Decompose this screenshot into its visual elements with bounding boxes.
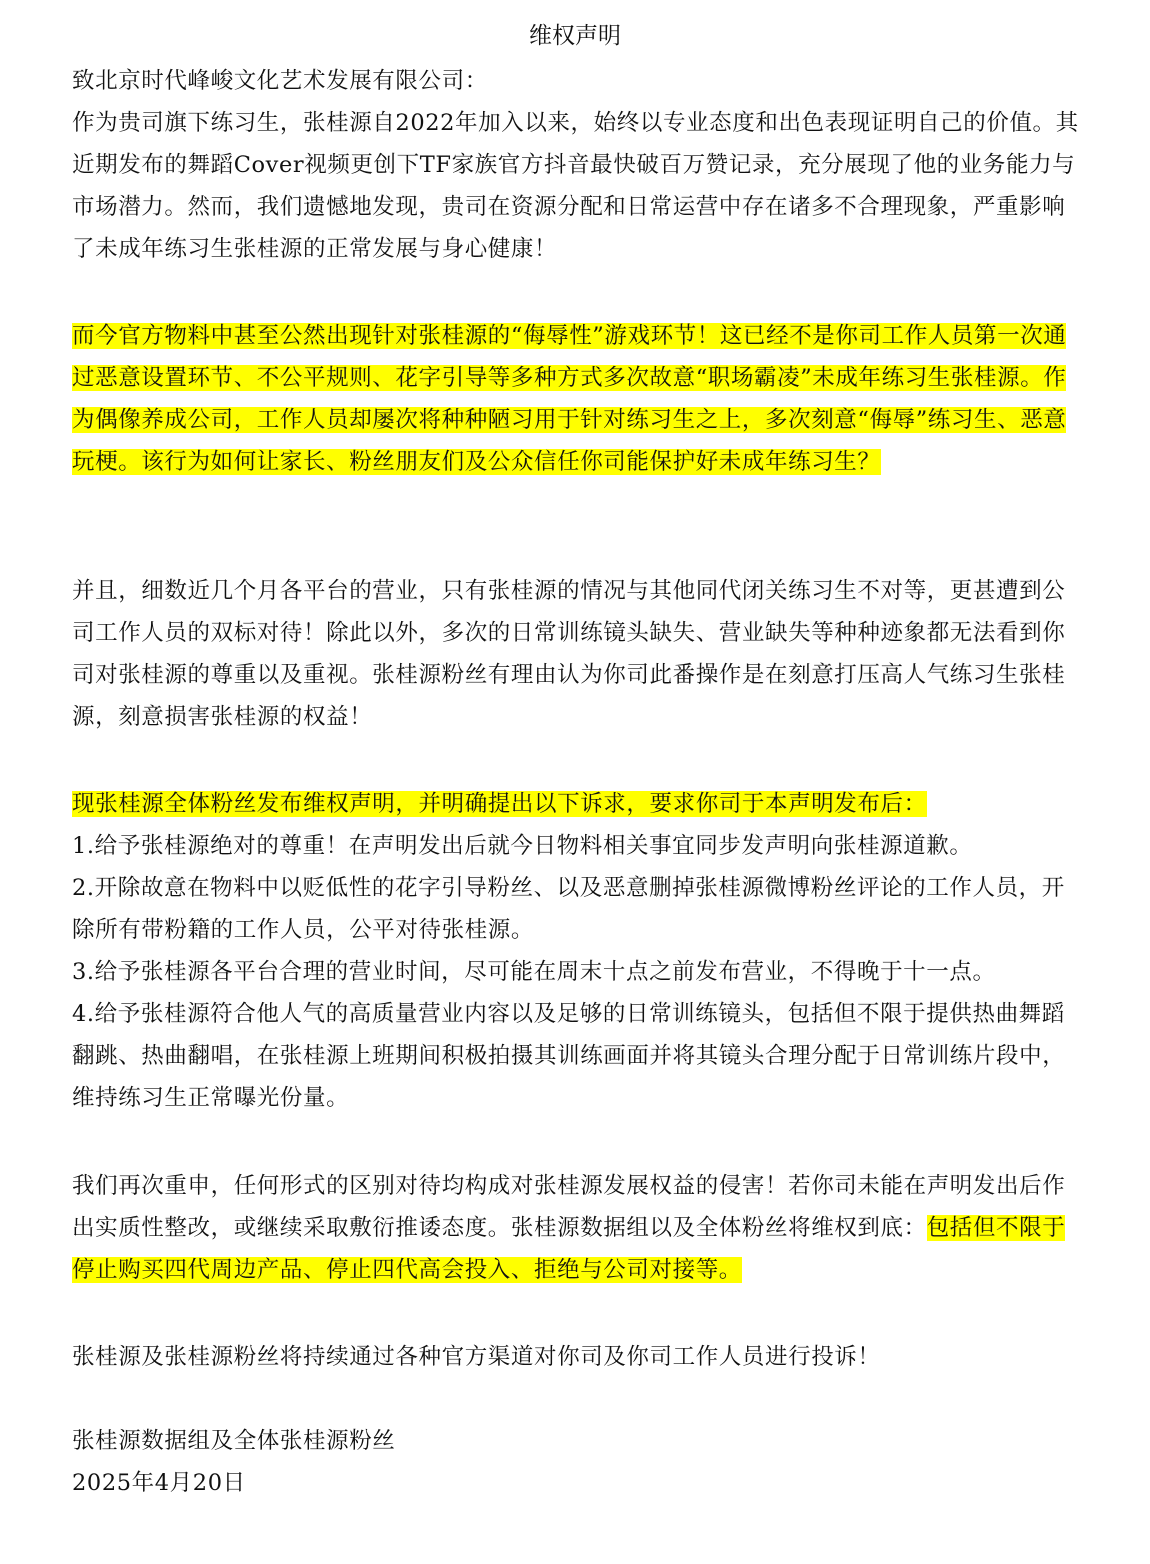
highlighted-text: 包括但不限于停止购买四代周边产品、停止四代高会投入、拒绝与公司对接等。 [72,1215,1066,1283]
document-title: 维权声明 [529,23,621,49]
demands-intro [72,783,1080,825]
signature: 张桂源数据组及全体张桂源粉丝 [72,1428,396,1454]
paragraph-complaint: 张桂源及张桂源粉丝将持续通过各种官方渠道对你司及你司工作人员进行投诉！ [72,1344,881,1370]
demand-item: 3.给予张桂源各平台合理的营业时间，尽可能在周末十点之前发布营业，不得晚于十一点。 [72,959,996,985]
demand-item: 2.开除故意在物料中以贬低性的花字引导粉丝、以及恶意删掉张桂源微博粉丝评论的工作人员，开除所有带粉籍的工作人员，公平对待张桂源。 [72,875,1065,943]
highlighted-text: 而今官方物料中甚至公然出现针对张桂源的“侮辱性”游戏环节！这已经不是你司工作人员第一次通过恶意设置环节、不公平规则、花字引导等多种方式多次故意“职场霸凌”未成年练习生张桂源。作为偶像养成公司，工作人员却屡次将种种陋习用于针对练习生之上，多次刻意“侮辱”练习生、恶意玩梗。该行为如何让家长、粉丝朋友们及公众信任你司能保护好未成年练习生？ [72,323,1067,475]
paragraph-intro: 作为贵司旗下练习生，张桂源自2022年加入以来，始终以专业态度和出色表现证明自己的价值。其近期发布的舞蹈Cover视频更创下TF家族官方抖音最快破百万赞记录，充分展现了他的业务能力与市场潜力。然而，我们遗憾地发现，贵司在资源分配和日常运营中存在诸多不合理现象，严重影响了未成年练习生张桂源的正常发展与身心健康！ [72,110,1079,262]
paragraph-unequal-treatment: 并且，细数近几个月各平台的营业，只有张桂源的情况与其他同代闭关练习生不对等，更甚遭到公司工作人员的双标对待！除此以外，多次的日常训练镜头缺失、营业缺失等种种迹象都无法看到你司对张桂源的尊重以及重视。张桂源粉丝有理由认为你司此番操作是在刻意打压高人气练习生张桂源，刻意损害张桂源的权益！ [72,578,1066,730]
date: 2025年4月20日 [72,1470,246,1496]
paragraph-warning [72,1165,1080,1291]
demand-item: 4.给予张桂源符合他人气的高质量营业内容以及足够的日常训练镜头，包括但不限于提供热曲舞蹈翻跳、热曲翻唱，在张桂源上班期间积极拍摄其训练画面并将其镜头合理分配于日常训练片段中，维持练习生正常曝光份量。 [72,1001,1066,1111]
highlighted-text: 现张桂源全体粉丝发布维权声明，并明确提出以下诉求，要求你司于本声明发布后： [72,791,927,817]
warning-text: 我们再次重申，任何形式的区别对待均构成对张桂源发展权益的侵害！若你司未能在声明发出后作出实质性整改，或继续采取敷衍推诿态度。张桂源数据组以及全体粉丝将维权到底： [72,1173,1066,1241]
demands-list [72,825,1080,1119]
addressee: 致北京时代峰峻文化艺术发展有限公司： [72,68,488,94]
demand-item: 1.给予张桂源绝对的尊重！在声明发出后就今日物料相关事宜同步发声明向张桂源道歉。 [72,833,973,859]
paragraph-insult-complaint [72,315,1080,483]
